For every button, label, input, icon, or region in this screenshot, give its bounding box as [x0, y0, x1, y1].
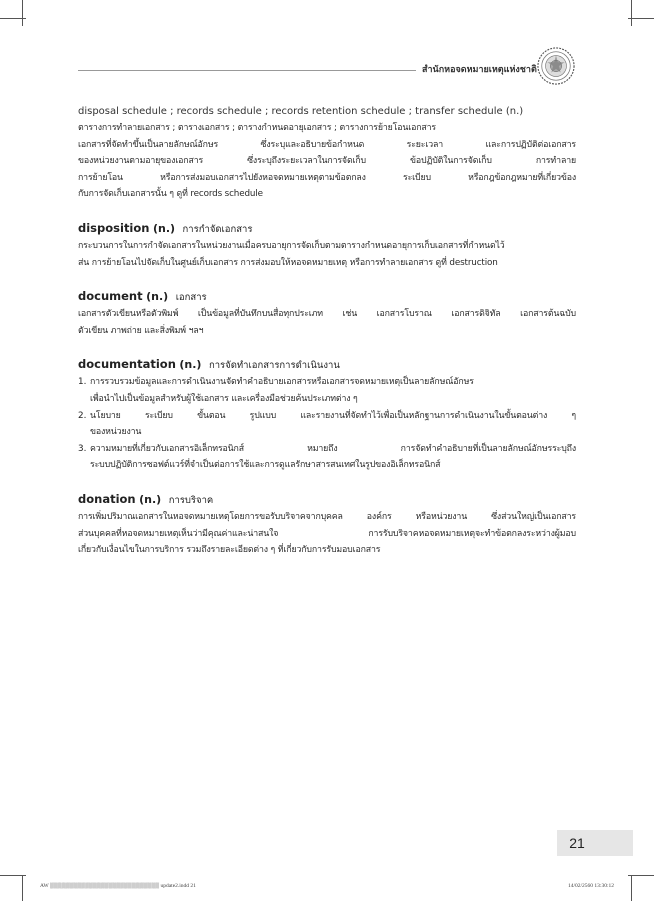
entry-head: disposal schedule ; records schedule ; records retention schedule ; transfer schedule (n.) [78, 106, 524, 117]
glossary-entry [78, 104, 576, 203]
entry-line: ของหน่วยงาน [90, 427, 142, 438]
entry-line: การเพิ่มปริมาณเอกสารในหอจดหมายเหตุโดยการขอรับบริจาคจากบุคคล องค์กร หรือหน่วยงาน ซึ่งส่วนใหญ่เป็นเอกสาร [78, 511, 576, 522]
glossary-entry [78, 220, 576, 271]
list-item-number: 2. [78, 410, 87, 421]
list-item [78, 374, 576, 407]
entry-term: disposition [78, 220, 150, 235]
page-number: 21 [569, 835, 585, 851]
entry-line: การย้ายโอน หรือการส่งมอบเอกสารไปยังหอจดหมายเหตุตามข้อตกลง ระเบียบ หรือกฎข้อกฎหมายที่เกี่ยวข้อง [78, 172, 576, 183]
entry-term: donation [78, 491, 136, 506]
entry-pos: (n.) [179, 358, 202, 372]
seal-icon [537, 47, 575, 85]
print-slug-file: AW ▒▒▒▒▒▒▒▒▒▒▒▒▒▒▒▒▒▒▒▒▒▒▒▒▒▒▒▒ update2.indd 21 [40, 883, 196, 889]
entry-pos: (n.) [152, 221, 176, 235]
list-item-number: 1. [78, 377, 87, 388]
entry-head [78, 288, 576, 306]
entry-pos: (n.) [146, 290, 169, 304]
entry-line: ตารางการทำลายเอกสาร ; ตารางเอกสาร ; ตารางกำหนดอายุเอกสาร ; ตารางการย้ายโอนเอกสาร [78, 123, 436, 133]
entry-line: เพื่อนำไปเป็นข้อมูลสำหรับผู้ใช้เอกสาร และเครื่องมือช่วยค้นประเภทต่าง ๆ [90, 393, 358, 404]
crop-mark [631, 0, 632, 26]
entry-list [78, 374, 576, 474]
entry-line: เอกสารตัวเขียนหรือตัวพิมพ์ เป็นข้อมูลที่บันทึกบนสื่อทุกประเภท เช่น เอกสารโบราณ เอกสารดิจิทัล เอกสารต้นฉบับ [78, 309, 576, 320]
crop-mark [22, 875, 23, 901]
list-item-number: 3. [78, 443, 87, 454]
entry-line: กับการจัดเก็บเอกสารนั้น ๆ ดูที่ records schedule [78, 189, 263, 200]
entry-line: ส่วนบุคคลที่หอจดหมายเหตุเห็นว่ามีคุณค่าและน่าสนใจ การรับบริจาคหอจดหมายเหตุจะทำข้อตกลงระหว่างผู้มอบ [78, 528, 576, 539]
print-slug-date: 14/02/2560 13:30:12 [568, 883, 614, 889]
entry-line: เกี่ยวกับเงื่อนไขในการบริการ รวมถึงรายละเอียดต่าง ๆ ที่เกี่ยวกับการรับมอบเอกสาร [78, 545, 381, 556]
entry-gloss: การกำจัดเอกสาร [182, 223, 253, 235]
glossary-entry [78, 356, 576, 474]
entry-line: ของหน่วยงานตามอายุของเอกสาร ซึ่งระบุถึงระยะเวลาในการจัดเก็บ ข้อปฏิบัติในการจัดเก็บ การทำลาย [78, 156, 576, 167]
header-rule [78, 70, 416, 71]
entry-head [78, 491, 576, 509]
entry-pos: (n.) [139, 492, 162, 506]
entry-line: เอกสารที่จัดทำขึ้นเป็นลายลักษณ์อักษร ซึ่งระบุและอธิบายข้อกำหนด ระยะเวลา และการปฏิบัติต่อเอกสาร [78, 139, 576, 150]
header-title: สำนักหอจดหมายเหตุแห่งชาติ [422, 65, 537, 75]
entry-gloss: เอกสาร [175, 292, 207, 304]
crop-mark [631, 875, 632, 901]
entry-line: ส่น การย้ายโอนไปจัดเก็บในศูนย์เก็บเอกสาร การส่งมอบให้หอจดหมายเหตุ หรือการทำลายเอกสาร ดูที่ destruction [78, 257, 498, 268]
glossary-entry [78, 491, 576, 559]
entry-gloss: การบริจาค [168, 494, 214, 506]
entry-head [78, 220, 576, 238]
entry-line: นโยบาย ระเบียบ ขั้นตอน รูปแบบ และรายงานที่จัดทำไว้เพื่อเป็นหลักฐานการดำเนินงานในขั้นตอนต่าง ๆ [90, 410, 576, 421]
glossary-content [78, 104, 576, 576]
entry-gloss: การจัดทำเอกสารการดำเนินงาน [208, 360, 340, 372]
list-item [78, 441, 576, 474]
entry-line: กระบวนการในการกำจัดเอกสารในหน่วยงานเมื่อครบอายุการจัดเก็บตามตารางกำหนดอายุการเก็บเอกสารที่กำหนดไว้ [78, 240, 505, 251]
list-item [78, 408, 576, 441]
entry-line: ระบบปฏิบัติการซอฟต์แวร์ที่จำเป็นต่อการใช้และการดูแลรักษาสารสนเทศในรูปของอิเล็กทรอนิกส์ [90, 460, 441, 471]
entry-term: document [78, 289, 143, 304]
page-number-box [557, 830, 633, 856]
entry-head [78, 356, 576, 374]
entry-line: ตัวเขียน ภาพถ่าย และสิ่งพิมพ์ ฯลฯ [78, 325, 204, 336]
entry-line: ความหมายที่เกี่ยวกับเอกสารอิเล็กทรอนิกส์ หมายถึง การจัดทำคำอธิบายที่เป็นลายลักษณ์อักษรระบุถึง [90, 443, 576, 454]
entry-term: documentation [78, 357, 176, 372]
crop-mark [22, 0, 23, 26]
glossary-entry [78, 288, 576, 339]
entry-line: การรวบรวมข้อมูลและการดำเนินงานจัดทำคำอธิบายเอกสารหรือเอกสารจดหมายเหตุเป็นลายลักษณ์อักษร [90, 377, 474, 388]
